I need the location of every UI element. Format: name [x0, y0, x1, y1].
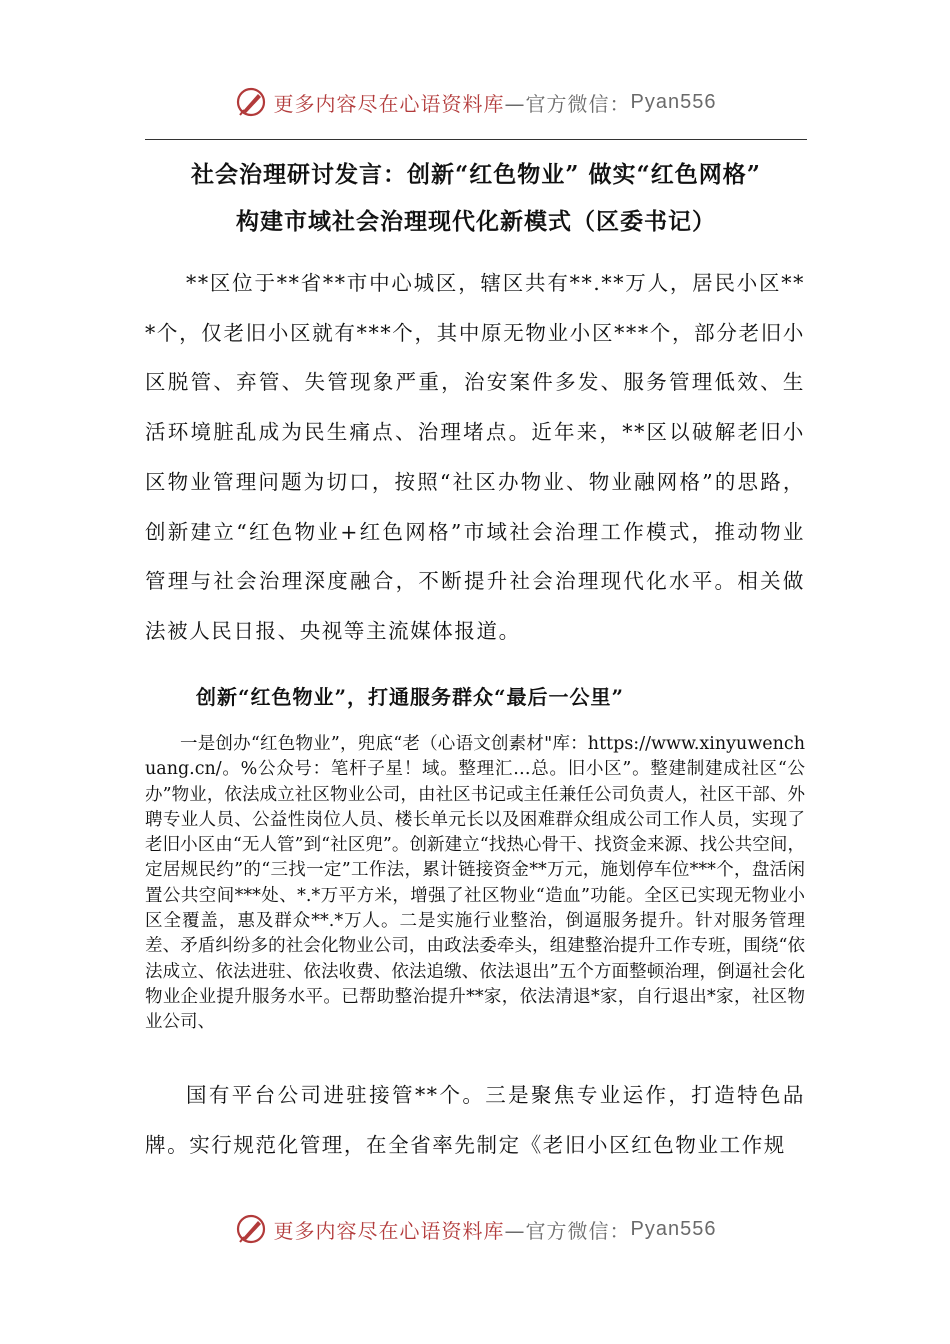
header-divider: [145, 139, 807, 140]
banner-separator-text: —官方微信：: [504, 91, 631, 116]
banner-main-text: 更多内容尽在心语资料库: [273, 91, 505, 116]
document-title-line-1: 社会治理研讨发言：创新“红色物业” 做实“红色网格”: [191, 161, 761, 188]
section-heading: 创新“红色物业”，打通服务群众“最后一公里”: [196, 685, 625, 709]
banner-separator-text: —官方微信：: [504, 1218, 631, 1243]
pen-logo-icon: [234, 1212, 268, 1246]
body-paragraph-continued: 国有平台公司进驻接管**个。三是聚焦专业运作，打造特色品牌。实行规范化管理，在全省率先制定《老旧小区红色物业工作规: [145, 1083, 805, 1157]
banner-main-text: 更多内容尽在心语资料库: [273, 1218, 505, 1243]
banner-wechat-id: Pyan556: [630, 1217, 717, 1240]
document-title-line-2: 构建市域社会治理现代化新模式（区委书记）: [236, 208, 716, 235]
body-paragraph-intro: **区位于**省**市中心城区，辖区共有**.**万人，居民小区***个，仅老旧小区就有***个，其中原无物业小区***个，部分老旧小区脱管、弃管、失管现象严重，治安案件多发、服务管理低效、生活环境脏乱成为民生痛点、治理堵点。近年来，**区以破解老旧小区物业管理问题为切口，按照“社区办物业、物业融网格”的思路，创新建立“红色物业+红色网格”市域社会治理工作模式，推动物业管理与社会治理深度融合，不断提升社会治理现代化水平。相关做法被人民日报、央视等主流媒体报道。: [145, 271, 805, 643]
footer-watermark-banner: [0, 1207, 950, 1251]
header-watermark-banner: [0, 80, 950, 124]
banner-wechat-id: Pyan556: [630, 90, 717, 113]
body-paragraph-dense: 一是创办“红色物业”，兜底“老（心语文创素材"库：https://www.xinyuwenchuang.cn/。%公众号：笔杆子星！域。整理汇…总。旧小区”。整建制建成社区“公办”物业，依法成立社区物业公司，由社区书记或主任兼任公司负责人，社区干部、外聘专业人员、公益性岗位人员、楼长单元长以及困难群众组成公司工作人员，实现了老旧小区由“无人管”到“社区兜”。创新建立“找热心骨干、找资金来源、找公共空间，定居规民约”的“三找一定”工作法，累计链接资金**万元，施划停车位***个，盘活闲置公共空间***处、*.*万平方米，增强了社区物业“造血”功能。全区已实现无物业小区全覆盖，惠及群众**.*万人。二是实施行业整治，倒逼服务提升。针对服务管理差、矛盾纠纷多的社会化物业公司，由政法委牵头，组建整治提升工作专班，围绕“依法成立、依法进驻、依法收费、依法追缴、依法退出”五个方面整顿治理，倒逼社会化物业企业提升服务水平。已帮助整治提升**家，依法清退*家，自行退出*家，社区物业公司、: [145, 734, 805, 1033]
pen-logo-icon: [234, 85, 268, 119]
